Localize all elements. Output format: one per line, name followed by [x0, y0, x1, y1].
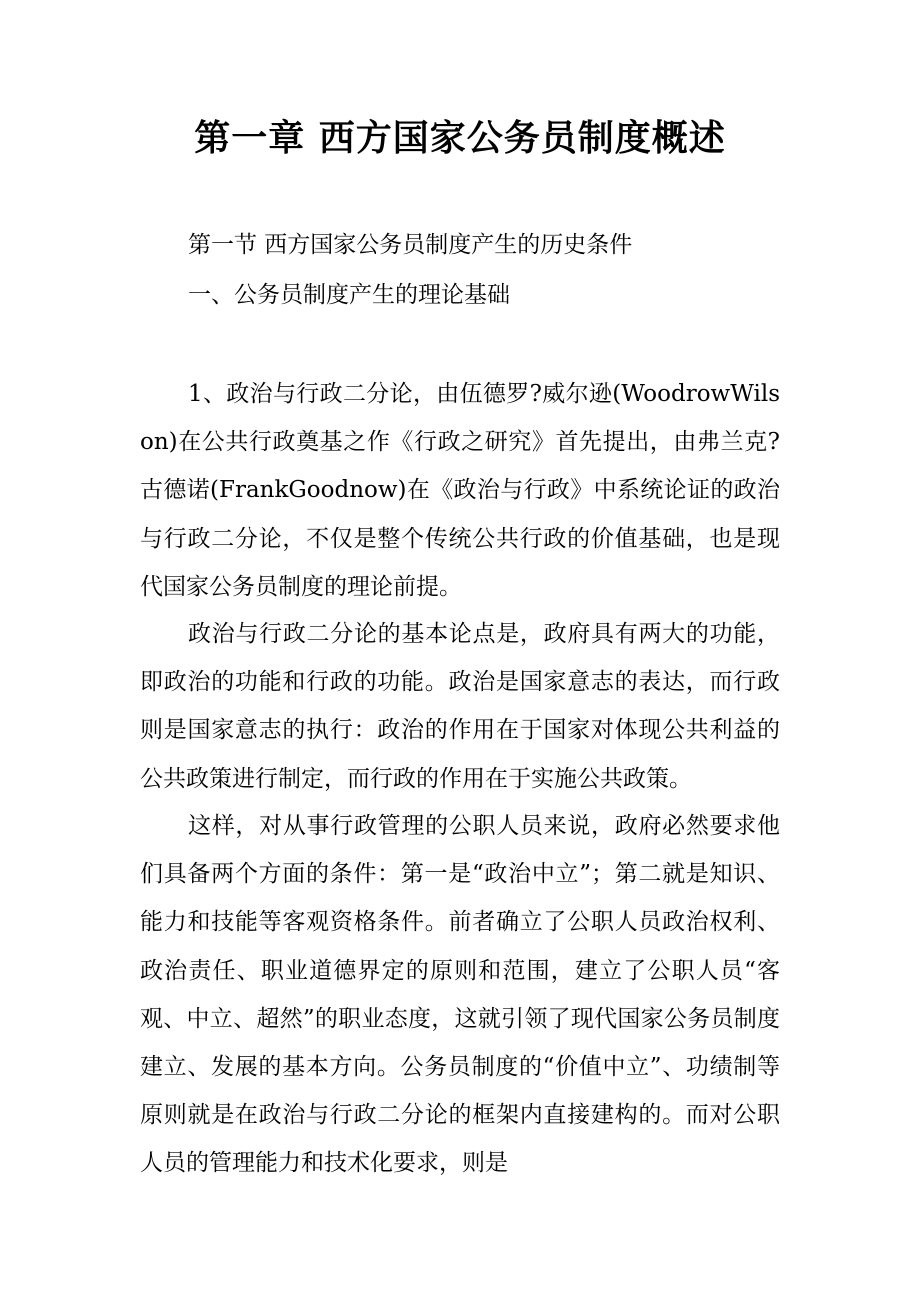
section-heading: 第一节 西方国家公务员制度产生的历史条件	[188, 232, 633, 258]
paragraph-2: 政治与行政二分论的基本论点是，政府具有两大的功能，即政治的功能和行政的功能。政治是国家意志的表达，而行政则是国家意志的执行：政治的作用在于国家对体现公共利益的公共政策进行制定，而行政的作用在于实施公共政策。	[140, 621, 780, 792]
paragraph-1: 1、政治与行政二分论，由伍德罗?威尔逊(WoodrowWilson)在公共行政奠基之作《行政之研究》首先提出，由弗兰克?古德诺(FrankGoodnow)在《政治与行政》中系统论证的政治与行政二分论，不仅是整个传统公共行政的价值基础，也是现代国家公务员制度的理论前提。	[140, 381, 780, 600]
paragraph-3: 这样，对从事行政管理的公职人员来说，政府必然要求他们具备两个方面的条件：第一是“政治中立”；第二就是知识、能力和技能等客观资格条件。前者确立了公职人员政治权利、政治责任、职业道德界定的原则和范围，建立了公职人员“客观、中立、超然”的职业态度，这就引领了现代国家公务员制度建立、发展的基本方向。公务员制度的“价值中立”、功绩制等原则就是在政治与行政二分论的框架内直接建构的。而对公职人员的管理能力和技术化要求，则是	[140, 813, 780, 1177]
subsection-heading: 一、公务员制度产生的理论基础	[188, 282, 510, 308]
chapter-title: 第一章 西方国家公务员制度概述	[194, 117, 726, 159]
